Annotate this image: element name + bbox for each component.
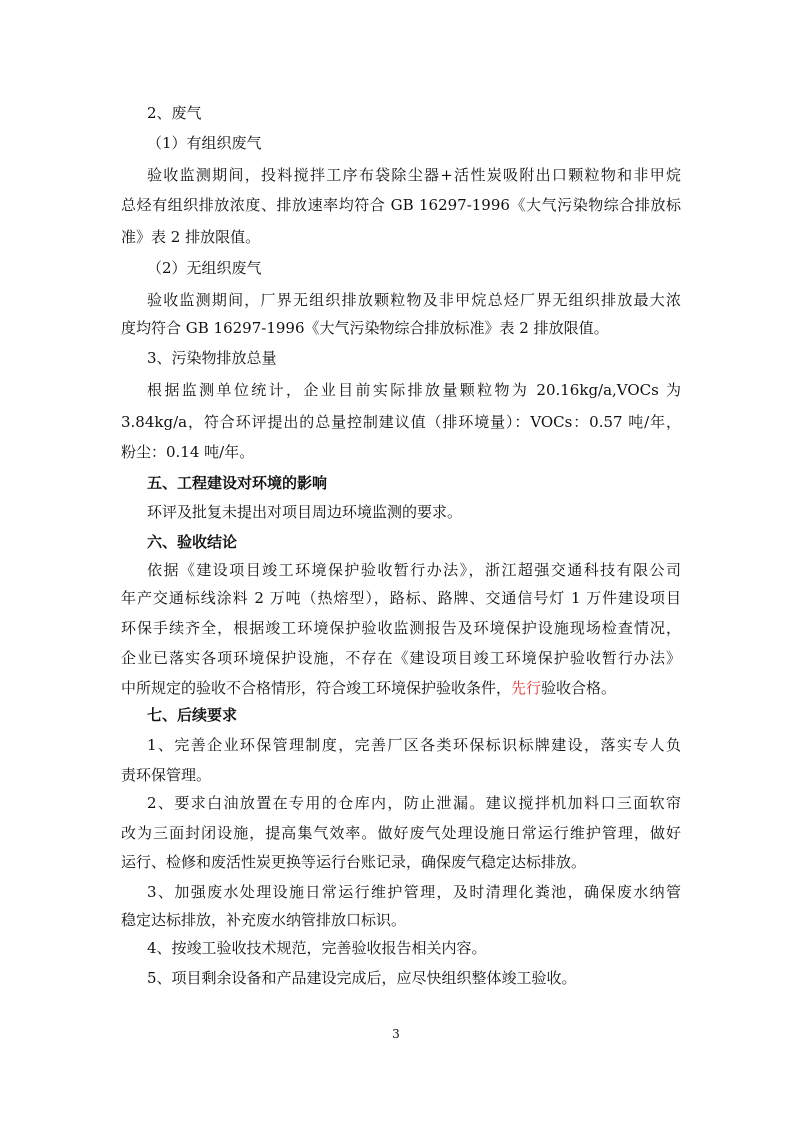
highlighted-text: 先行 <box>511 679 542 697</box>
paragraph-line: 粉尘：0.14 吨/年。 <box>121 443 255 461</box>
section-heading-7: 七、后续要求 <box>147 706 238 724</box>
paragraph-line: 准》表 2 排放限值。 <box>121 228 261 246</box>
paragraph-line: 2、要求白油放置在专用的仓库内，防止泄漏。建议搅拌机加料口三面软帘 <box>147 794 681 812</box>
paragraph-line: 责环保管理。 <box>121 766 212 784</box>
paragraph-line: 企业已落实各项环境保护设施，不存在《建设项目竣工环境保护验收暂行办法》 <box>121 649 681 667</box>
paragraph-line: 环评及批复未提出对项目周边环境监测的要求。 <box>147 503 463 521</box>
paragraph-line: 验收监测期间，投料搅拌工序布袋除尘器+活性炭吸附出口颗粒物和非甲烷 <box>147 166 681 184</box>
paragraph-line: 根据监测单位统计，企业目前实际排放量颗粒物为 20.16kg/a,VOCs 为 <box>147 381 681 399</box>
paragraph-line: 稳定达标排放，补充废水纳管排放口标识。 <box>121 911 407 929</box>
page-number: 3 <box>392 1027 400 1041</box>
paragraph-line: 年产交通标线涂料 2 万吨（热熔型），路标、路牌、交通信号灯 1 万件建设项目 <box>121 589 681 607</box>
section-heading-6: 六、验收结论 <box>147 533 238 551</box>
paragraph-line: 3.84kg/a，符合环评提出的总量控制建议值（排环境量）：VOCs：0.57 吨/年， <box>121 413 681 431</box>
subheading-total-emissions: 3、污染物排放总量 <box>147 349 277 367</box>
subheading-organized-gas: （1）有组织废气 <box>147 134 262 152</box>
paragraph-line: 环保手续齐全，根据竣工环境保护验收监测报告及环境保护设施现场检查情况， <box>121 619 681 637</box>
paragraph-line-conclusion <box>121 678 681 698</box>
paragraph-line: 度均符合 GB 16297-1996《大气污染物综合排放标准》表 2 排放限值。 <box>121 319 609 337</box>
paragraph-line: 验收监测期间，厂界无组织排放颗粒物及非甲烷总烃厂界无组织排放最大浓 <box>147 291 681 309</box>
paragraph-line: 总烃有组织排放浓度、排放速率均符合 GB 16297-1996《大气污染物综合排放标 <box>121 196 681 214</box>
paragraph-line: 4、按竣工验收技术规范，完善验收报告相关内容。 <box>147 939 487 957</box>
paragraph-line: 运行、检修和废活性炭更换等运行台账记录，确保废气稳定达标排放。 <box>121 853 587 871</box>
conclusion-end: 验收合格。 <box>541 679 617 697</box>
section-heading-5: 五、工程建设对环境的影响 <box>147 474 328 492</box>
paragraph-line: 1、完善企业环保管理制度，完善厂区各类环保标识标牌建设，落实专人负 <box>147 736 681 754</box>
paragraph-line: 3、加强废水处理设施日常运行维护管理，及时清理化粪池，确保废水纳管 <box>147 883 681 901</box>
paragraph-line: 依据《建设项目竣工环境保护验收暂行办法》，浙江超强交通科技有限公司 <box>147 561 681 579</box>
subheading-unorganized-gas: （2）无组织废气 <box>147 259 262 277</box>
paragraph-line: 改为三面封闭设施，提高集气效率。做好废气处理设施日常运行维护管理，做好 <box>121 824 681 842</box>
paragraph-line: 5、项目剩余设备和产品建设完成后，应尽快组织整体竣工验收。 <box>147 969 577 987</box>
subheading-waste-gas: 2、废气 <box>147 104 202 122</box>
conclusion-text: 中所规定的验收不合格情形，符合竣工环境保护验收条件， <box>121 679 512 697</box>
